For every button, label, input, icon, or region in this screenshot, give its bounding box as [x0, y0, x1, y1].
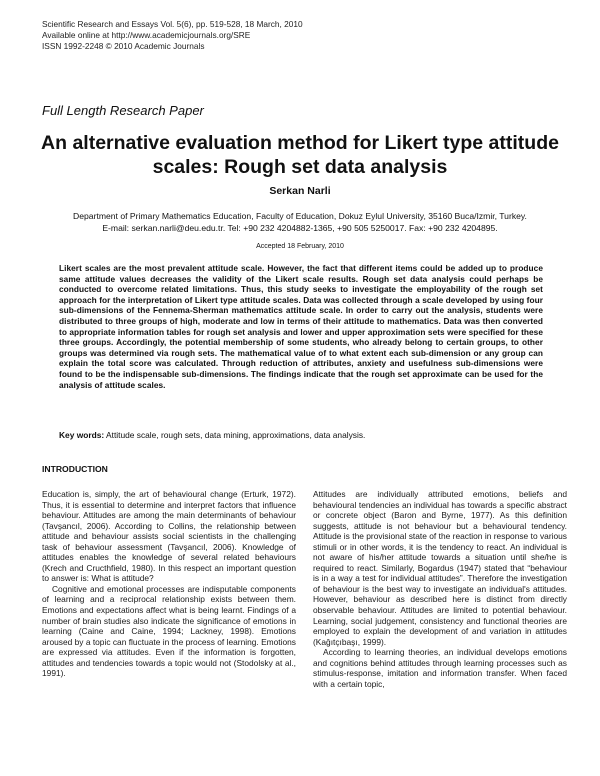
- author-affiliation: [30, 210, 570, 234]
- intro-paragraph: Attitudes are individually attributed emotions, beliefs and behavioural tendencies an individual has towards a specific abstract or concrete object (Baron and Byrne, 1977). As this definition suggests, attitude is not behaviour but a behavioural tendency. Attitude is the provisional state of the reaction in response to various stimuli or in other words, it is the tendency to react. An individual is not aware of his/her attitude towards a situation until she/he is required to react. Similarly, Bogardus (1947) stated that “behaviour is in a way a test for individual attitudes”. Therefore the investigation of behaviour is the best way to investigate an individual's attitudes. However, behaviour as described here is distinct from directly observable behaviour. Attitudes are limited to potential behaviour. Learning, social judgement, consistency and functional theories are employed to explain the development of and variation in attitudes (Kağıtçıbaşı, 1999).: [313, 489, 567, 647]
- abstract-text: Likert scales are the most prevalent attitude scale. However, the fact that different items could be added up to produce same attitude values decreases the validity of the Likert scale results. Rough set data analysis could perhaps be conducted to overcome related limitations. Thus, this study seeks to investigate the employability of the rough set approach for the interpretation of Likert type attitude scales. Data was collected through a scale developed by using four sub-dimensions of the Fennema-Sherman mathematics attitude scale. In order to carry out the analysis, students were distributed to three groups of high, moderate and low in terms of their attitude to mathematics. Data was then converted to appropriate information tables for rough set analysis and lower and upper approximation sets were specified for these three groups. Accordingly, the potential membership of some students, who already belong to certain groups, to other groups was determined via rough sets. The mathematical value of to what extent each sub-dimension or any group can explain the total score was calculated. Through reduction of attributes, anxiety and usefulness sub-dimensions were found to be the indispensable sub-dimensions. The findings indicate that the rough set approximate can be used for the analysis of attitude scales.: [59, 263, 543, 390]
- intro-paragraph: Cognitive and emotional processes are indisputable components of learning and a reciprocal relationship exists between them. Emotions and expectations affect what is being learnt. Findings of a number of brain studies also indicate the significance of emotions in learning (Caine and Caine, 1994; Lackney, 1998). Emotions aroused by a topic can fluctuate in the process of learning. Emotions are expressed via attitudes. Even if the information is forgotten, attitudes and tendencies towards a topic would not (Stodolsky at al., 1991).: [42, 583, 296, 679]
- intro-paragraph: According to learning theories, an individual develops emotions and cognitions behind attitudes through learning processes such as stimulus-response, imitation and information transfer. When faced with a certain topic,: [313, 647, 567, 689]
- author-name: Serkan Narli: [269, 185, 331, 197]
- right-column: [313, 489, 567, 689]
- intro-paragraph: Education is, simply, the art of behavioural change (Erturk, 1972). Thus, it is essential to determine and interpret factors that influence behaviour. Attitudes are among the main determinants of behaviour (Tavşancıl, 2006). According to Collins, the relationship between attitude and behaviour assists social scientists in the challenging task of behaviour assessment (Tavşancıl, 2006). Knowledge of attitudes enables the knowledge of several related behaviours (Krech and Cructhfield, 1980). In this respect an important question to answer is: What is attitude?: [42, 489, 296, 584]
- paper-type-label: Full Length Research Paper: [42, 103, 204, 118]
- accepted-date: Accepted 18 February, 2010: [256, 243, 344, 250]
- left-column: [42, 489, 296, 679]
- journal-issn: ISSN 1992-2248 © 2010 Academic Journals: [42, 41, 205, 51]
- journal-online-link[interactable]: Available online at http://www.academicjournals.org/SRE: [42, 30, 251, 40]
- keywords-text: Attitude scale, rough sets, data mining, approximations, data analysis.: [106, 430, 366, 440]
- affiliation-department: Department of Primary Mathematics Education, Faculty of Education, Dokuz Eylul University, 35160 Buca/Izmir, Turkey.: [73, 211, 527, 221]
- affiliation-contact: E-mail: serkan.narli@deu.edu.tr. Tel: +90 232 4204882-1365, +90 505 5250017. Fax: +90 232 4204895.: [102, 223, 498, 233]
- journal-citation: Scientific Research and Essays Vol. 5(6), pp. 519-528, 18 March, 2010: [42, 19, 303, 29]
- introduction-heading: INTRODUCTION: [42, 464, 108, 474]
- paper-title: An alternative evaluation method for Likert type attitude scales: Rough set data analysis: [41, 132, 559, 178]
- journal-header: [42, 19, 303, 52]
- keywords: [59, 430, 543, 440]
- keywords-label: Key words:: [59, 430, 105, 440]
